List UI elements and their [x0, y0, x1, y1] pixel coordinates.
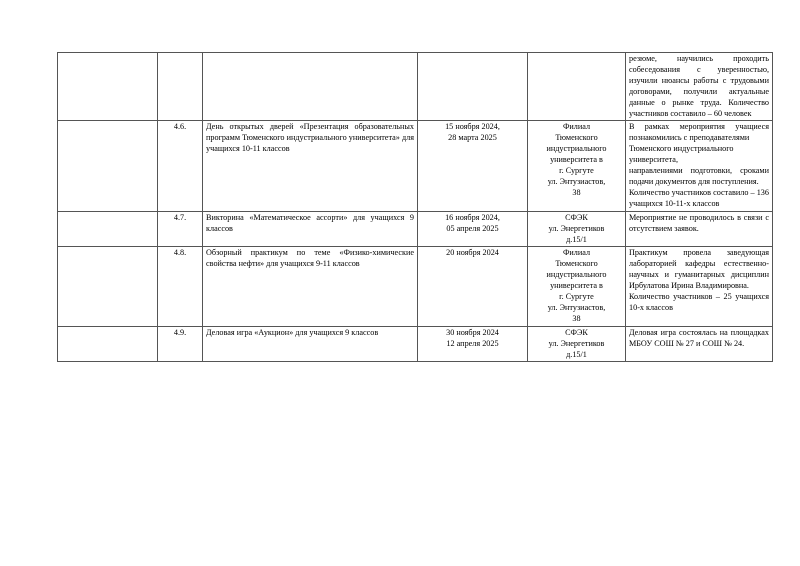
date-line: 16 ноября 2024, — [445, 212, 500, 222]
row-number-cell — [158, 53, 203, 121]
result-part: направлениями подготовки, сроками подачи документов для поступления. — [629, 166, 769, 186]
date-line: 05 апреля 2025 — [446, 223, 499, 233]
place-line: д.15/1 — [566, 349, 587, 359]
row-name-cell — [203, 53, 418, 121]
date-line: 12 апреля 2025 — [446, 338, 499, 348]
place-line: университета в — [550, 281, 603, 291]
table-row — [58, 53, 773, 121]
row-place-cell — [528, 53, 626, 121]
result-part: В рамках мероприятия учащиеся познакомились с преподавателями — [629, 122, 769, 143]
result-part: Количество участников – 25 учащихся 10-х классов — [629, 292, 769, 312]
table-row — [58, 211, 773, 247]
row-result-cell: Мероприятие не проводилось в связи с отсутствием заявок. — [626, 211, 773, 247]
row-name-cell: Обзорный практикум по теме «Физико-химические свойства нефти» для учащихся 9-11 классов — [203, 247, 418, 326]
place-line: индустриального — [546, 144, 607, 154]
row-blank-cell — [58, 53, 158, 121]
place-line: г. Сургуте — [559, 166, 594, 176]
row-result-cell — [626, 247, 773, 326]
place-line: Тюменского — [555, 133, 598, 143]
place-line: ул. Энергетиков — [548, 338, 605, 348]
row-result-cell: резюме, научились проходить собеседования с уверенностью, изучили нюансы работы с трудовыми договорами, получили актуальные данные о рынке труда. Количество участников составило – 60 человек — [626, 53, 773, 121]
row-blank-cell — [58, 247, 158, 326]
row-place-cell — [528, 326, 626, 362]
row-blank-cell — [58, 326, 158, 362]
date-line: 15 ноября 2024, — [445, 122, 500, 132]
row-result-cell — [626, 121, 773, 211]
place-line: ул. Энтузиастов, — [547, 176, 606, 186]
result-part: Количество участников составило – 136 учащихся 10-11-х классов — [629, 187, 769, 208]
result-part: Тюменского индустриального университета, — [629, 144, 734, 165]
row-date-cell — [418, 326, 528, 362]
row-blank-cell — [58, 121, 158, 211]
row-date-cell — [418, 53, 528, 121]
place-line: СФЭК — [565, 212, 588, 222]
row-number-cell: 4.7. — [158, 211, 203, 247]
place-line: Филиал — [562, 248, 591, 258]
place-line: Тюменского — [555, 259, 598, 269]
row-place-cell — [528, 211, 626, 247]
table-row — [58, 247, 773, 326]
place-line: г. Сургуте — [559, 292, 594, 302]
row-result-cell: Деловая игра состоялась на площадках МБОУ СОШ № 27 и СОШ № 24. — [626, 326, 773, 362]
row-place-cell — [528, 247, 626, 326]
result-part: Практикум провела заведующая лабораторией кафедры естественно-научных и гуманитарных дисциплин Ирбулатова Ирина Владимировна. — [629, 248, 769, 291]
row-date-cell — [418, 211, 528, 247]
date-line: 20 ноября 2024 — [446, 248, 499, 258]
place-line: индустриального — [546, 270, 607, 280]
date-line: 30 ноября 2024 — [446, 327, 499, 337]
place-line: 38 — [572, 313, 581, 323]
row-date-cell — [418, 247, 528, 326]
place-line: Филиал — [562, 122, 591, 132]
place-line: ул. Энтузиастов, — [547, 302, 606, 312]
row-blank-cell — [58, 211, 158, 247]
place-line: университета в — [550, 155, 603, 165]
place-line: д.15/1 — [566, 234, 587, 244]
row-number-cell: 4.6. — [158, 121, 203, 211]
date-line: 28 марта 2025 — [448, 133, 497, 143]
row-date-cell — [418, 121, 528, 211]
row-number-cell: 4.8. — [158, 247, 203, 326]
row-name-cell: Викторина «Математическое ассорти» для учащихся 9 классов — [203, 211, 418, 247]
row-place-cell — [528, 121, 626, 211]
row-name-cell: День открытых дверей «Презентация образовательных программ Тюменского индустриального университета» для учащихся 10-11 классов — [203, 121, 418, 211]
row-name-cell: Деловая игра «Аукцион» для учащихся 9 классов — [203, 326, 418, 362]
events-table — [57, 52, 773, 362]
table-row — [58, 121, 773, 211]
place-line: 38 — [572, 187, 581, 197]
place-line: СФЭК — [565, 327, 588, 337]
place-line: ул. Энергетиков — [548, 223, 605, 233]
row-number-cell: 4.9. — [158, 326, 203, 362]
table-row — [58, 326, 773, 362]
